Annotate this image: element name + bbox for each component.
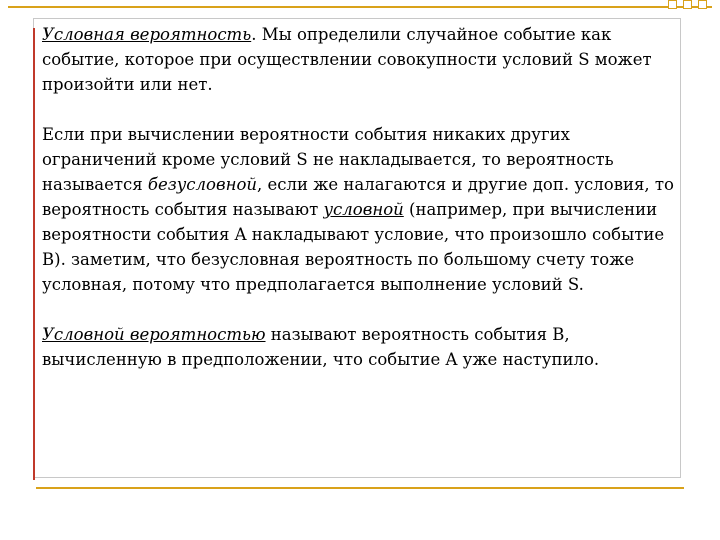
bottom-decorative-line: [36, 487, 684, 489]
decorative-square-icon: [668, 0, 677, 9]
slide-body: [42, 22, 678, 372]
paragraph-text: (например, при вычислении вероятности события A накладывают условие, что произошло событие B). заметим, что безусловная вероятность по большому счету тоже условная, потому что предполагается выполнение условий S.: [42, 200, 665, 294]
paragraph-text: Если при вычислении вероятности события никаких других ограничений кроме условий S не накладывается, то вероятность называется: [42, 125, 614, 194]
decorative-square-icon: [698, 0, 707, 9]
term-unconditional: безусловной: [147, 175, 258, 194]
paragraph-explanation: [42, 122, 678, 297]
term-conditional: условной: [323, 200, 404, 219]
top-decorative-line: [8, 6, 712, 8]
term-conditional-probability: Условная вероятность: [42, 25, 252, 44]
term-conditional-probability-instr: Условной вероятностью: [42, 325, 266, 344]
paragraph-text: . Мы определили случайное событие как событие, которое при осуществлении совокупности условий S может произойти или нет.: [42, 25, 652, 94]
paragraph-text: , если же налагаются и другие доп. условия, то вероятность события называют: [42, 175, 674, 219]
decorative-square-icon: [683, 0, 692, 9]
left-accent-line: [33, 28, 35, 480]
paragraph-text: называют вероятность события B, вычисленную в предположении, что событие A уже наступило.: [42, 325, 600, 369]
paragraph-definition: [42, 22, 678, 97]
paragraph-formal-definition: [42, 322, 678, 372]
